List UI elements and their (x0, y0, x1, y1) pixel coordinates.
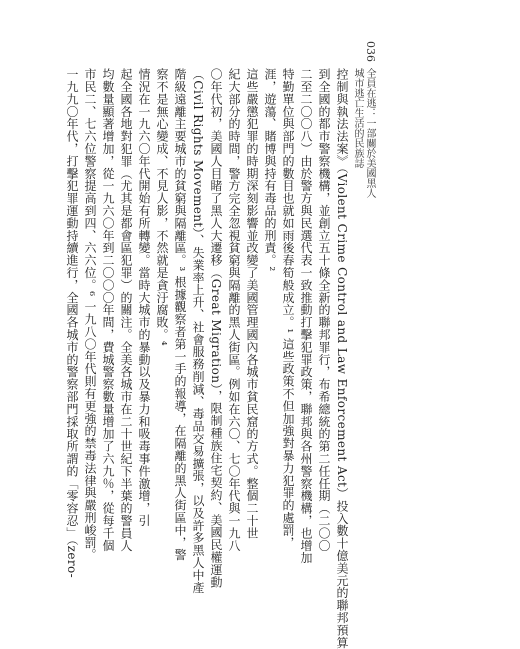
text-line-16-content: 一九九〇年代，打擊犯罪運動持續進行，全國各城市的警察部門採取所謂的「零容忍」（zero- (65, 68, 79, 579)
text-line-15 (81, 68, 98, 562)
text-line-8 (207, 68, 224, 589)
text-line-5-content: 涯，遊蕩、賭博與持有毒品的刑責。² (263, 68, 277, 272)
text-line-10 (171, 68, 188, 562)
text-line-13 (117, 68, 134, 552)
text-line-13-content: 起全國各地對犯罪（尤其是都會區犯罪）的關注。全美各城市在二十世紀下半葉的警員人 (119, 68, 133, 552)
text-line-3 (297, 68, 314, 564)
text-line-14 (99, 68, 116, 552)
text-line-2-content: 到全國的都市警察機構，並創立五十條全新的聯邦罪行，布希總統的第二任任期（二〇〇 (317, 68, 331, 552)
text-line-14-content: 均數量顯著增加，從一九六〇年到二〇〇〇年間，費城警察數量增加了六九％，從每千個 (101, 68, 115, 552)
text-line-11-content: 察不是無心變成、不見人影，不然就是貪汙腐敗。⁴ (155, 68, 169, 347)
text-line-6 (243, 68, 260, 540)
text-line-9 (189, 68, 206, 594)
text-line-16 (63, 68, 80, 579)
text-line-1-content: 控制與執法法案》（Violent Crime Control and Law Enforcement Act）投入數十億美元的聯邦預算 (335, 68, 349, 649)
text-line-11 (153, 68, 170, 468)
text-line-3-content: 二至二〇〇八）由於警方與民選代表一致推動打擊犯罪政策，聯邦與各州警察機構，也增加 (299, 68, 313, 564)
text-line-7-content: 紀大部分的時間，警方完全忽視貧窮與隔離的黑人街區。例如在六〇、七〇年代與一九八 (227, 68, 241, 552)
text-line-6-content: 這些嚴懲犯罪的時期深刻影響並改變了美國管理國內各城市貧民窟的方式。整個二十世 (245, 68, 259, 540)
text-line-5 (261, 68, 278, 468)
text-line-7 (225, 68, 242, 552)
text-line-8-content: 〇年代初，美國人目睹了黑人大遷移（Great Migration），限制種族住宅契約、美國民權運動 (209, 68, 223, 589)
text-line-1 (333, 68, 350, 649)
text-line-9-content: （Civil Rights Movement）、失業率上升、社會服務削減、毒品交易擴張，以及許多黑人中產 (191, 68, 205, 594)
text-line-4 (279, 68, 296, 549)
page-number: 036 (364, 41, 377, 62)
text-line-15-content: 市民二、七六位警察提高到四、六六位。⁶ 一九八〇年代則有更強的禁毒法律與嚴刑峻罰。 (83, 68, 97, 562)
text-line-4-content: 特勤單位與部門的數目也就如雨後春筍般成立。¹ 這些政策不但加強對暴力犯罪的處罰， (281, 68, 295, 549)
text-line-12-content: 情況在一九六〇年代開始有所轉變。當時大城市的暴動以及暴力和吸毒事件激增，引 (137, 68, 151, 527)
text-line-12 (135, 68, 152, 527)
text-line-10-content: 階級遠離主要城市的貧窮與隔離區。³ 根據觀察者第一手的報導，在隔離的黑人街區中，警 (173, 68, 187, 562)
text-line-2 (315, 68, 332, 552)
running-head-title: 全員在逃：一部關於美國黑人城市逃亡生活的民族誌 (352, 68, 375, 198)
